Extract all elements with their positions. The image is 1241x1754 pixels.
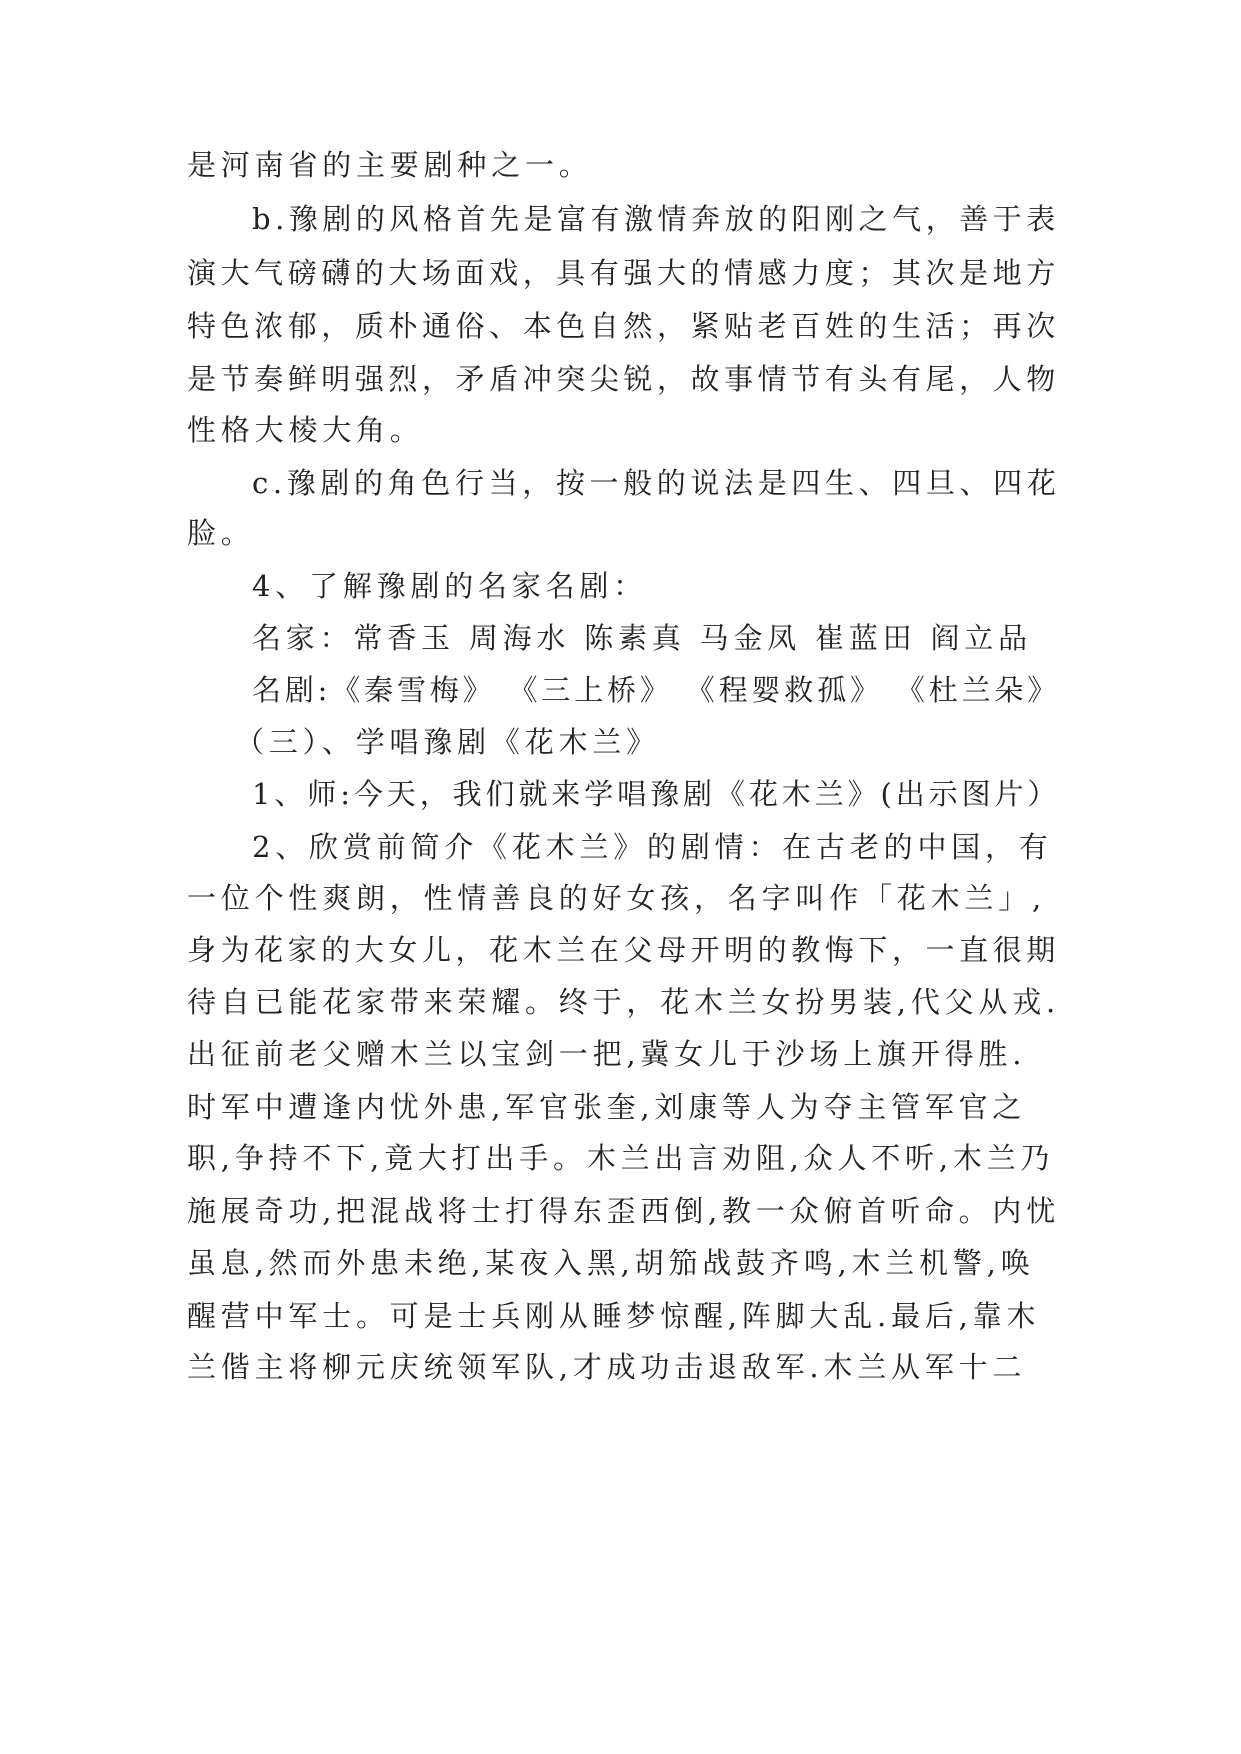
- text-line: 时军中遭逢内忧外患,军官张奎,刘康等人为夺主管军官之: [187, 1090, 1027, 1124]
- famous-plays-line: 名剧:《秦雪梅》 《三上桥》 《程婴救孤》 《杜兰朵》: [252, 673, 1061, 707]
- text-line: 是节奏鲜明强烈，矛盾冲突尖锐，故事情节有头有尾，人物: [187, 362, 1060, 396]
- text-line: 兰偕主将柳元庆统领军队,才成功击退敌军.木兰从军十二: [187, 1350, 1027, 1384]
- paragraph-first-line: b.豫剧的风格首先是富有激情奔放的阳刚之气，善于表: [252, 202, 1060, 236]
- text-line: 特色浓郁，质朴通俗、本色自然，紧贴老百姓的生活；再次: [187, 309, 1060, 343]
- section-heading: （三）、学唱豫剧《花木兰》: [235, 725, 660, 759]
- text-line: 身为花家的大女儿，花木兰在父母开明的教悔下，一直很期: [187, 933, 1060, 967]
- famous-artists-line: 名家：常香玉 周海水 陈素真 马金凤 崔蓝田 阎立品: [252, 621, 1032, 655]
- text-line: 脸。: [187, 516, 255, 550]
- section-heading: 4、了解豫剧的名家名剧：: [252, 569, 648, 603]
- text-line: 施展奇功,把混战将士打得东歪西倒,教一众俯首听命。内忧: [187, 1194, 1061, 1228]
- text-line: 虽息,然而外患未绝,某夜入黑,胡笳战鼓齐鸣,木兰机警,唤: [187, 1246, 1035, 1280]
- text-line: 一位个性爽朗，性情善良的好女孩，名字叫作「花木兰」,: [187, 881, 1047, 915]
- paragraph-first-line: 2、欣赏前简介《花木兰》的剧情：在古老的中国，有: [252, 830, 1053, 864]
- text-line: 职,争持不下,竟大打出手。木兰出言劝阻,众人不听,木兰乃: [187, 1141, 1055, 1175]
- text-line: 出征前老父赠木兰以宝剑一把,冀女儿于沙场上旗开得胜.: [187, 1037, 1027, 1071]
- text-line: 醒营中军士。可是士兵刚从睡梦惊醒,阵脚大乱.最后,靠木: [187, 1299, 1041, 1333]
- text-line: 性格大棱大角。: [187, 413, 424, 447]
- text-line: 是河南省的主要剧种之一。: [187, 148, 593, 182]
- paragraph-first-line: c.豫剧的角色行当，按一般的说法是四生、四旦、四花: [252, 466, 1061, 500]
- text-line: 待自已能花家带来荣耀。终于，花木兰女扮男装,代父从戎.: [187, 985, 1061, 1019]
- paragraph-first-line: 1、师:今天，我们就来学唱豫剧《花木兰》(出示图片）: [252, 777, 1061, 811]
- text-line: 演大气磅礴的大场面戏，具有强大的情感力度；其次是地方: [187, 256, 1060, 290]
